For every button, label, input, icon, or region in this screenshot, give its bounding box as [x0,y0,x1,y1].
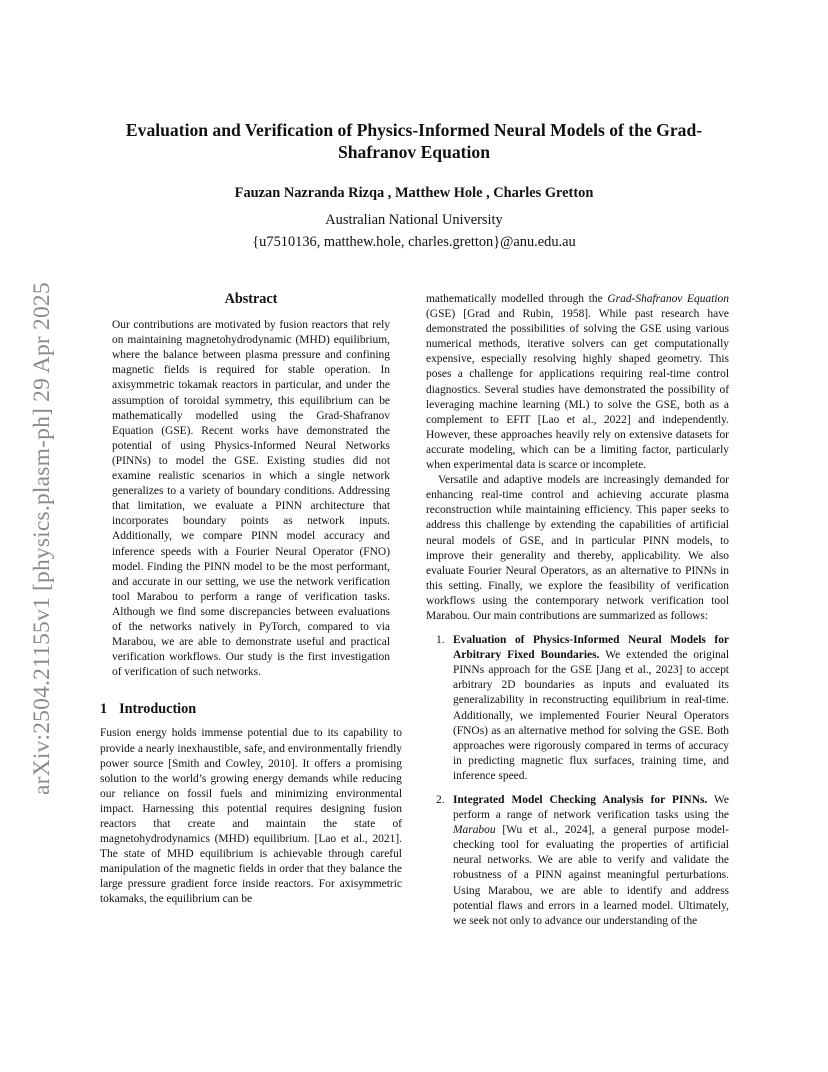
text-run: (GSE) [Grad and Rubin, 1958]. While past research have demonstrated the possibilities of solving the GSE using various numerical methods, iterative solvers can get computationally expensive, especially resolving highly shaped geometry. This poses a challenge for applications requiring real-time control diagnostics. Several studies have demonstrated the possibility of leveraging machine learning (ML) to solve the GSE, both as a complement to EFIT [Lao et al., 2022] and independently. However, these approaches heavily rely on extensive datasets for accurate modeling, which can be a limiting factor, particularly when experimental data is scarce or incomplete. [426,308,729,472]
abstract-heading: Abstract [224,291,278,307]
arxiv-sidebar-stamp: arXiv:2504.21155v1 [physics.plasm-ph] 29 Apr 2025 [29,282,55,796]
right-column [426,292,729,938]
affiliation-block [100,209,728,253]
list-number: 2. [436,794,445,806]
contributions-list [426,633,729,929]
list-item [426,793,729,929]
intro-paragraph-1: Fusion energy holds immense potential due to its capability to provide a nearly inexhaustible, safe, and environmentally friendly power source [Smith and Cowley, 2010]. It offers a promising solution to the world’s growing energy demands while reducing our reliance on fossil fuels and minimizing environmental impact. Harnessing this potential requires designing fusion reactors that create and maintain the state of magnetohydrodynamics (MHD) equilibrium. [Lao et al., 2021]. The state of MHD equilibrium is achievable through careful manipulation of the magnetic fields in order that they balance the large pressure gradient force inside reactors. For axisymmetric tokamaks, the equilibrium can be [100,727,402,906]
contribution-text: We extended the original PINNs approach for the GSE [Jang et al., 2023] to accept arbitrary 2D boundaries as inputs and evaluated its generalizability in reconstructing equilibrium in real-time. Additionally, we implemented Fourier Neural Operators (FNOs) as an alternative method for solving the GSE. Both approaches were rigorously compared in terms of accuracy in predicting magnetic flux surfaces, training time, and inference speed. [453,649,730,782]
text-run: mathematically modelled through the [426,293,608,305]
section-number: 1 [100,701,108,718]
list-number: 1. [436,634,445,647]
section-title: Introduction [119,701,197,718]
author-emails: {u7510136, matthew.hole, charles.gretton}@anu.edu.au [252,234,576,250]
paper-authors: Fauzan Nazranda Rizqa , Matthew Hole , Charles Gretton [234,185,594,201]
contribution-title: Integrated Model Checking Analysis for PINNs. [453,794,708,806]
contribution-text: [Wu et al., 2024], a general purpose model-checking tool for evaluating the properties of artificial neural networks. We are able to verify and validate the robustness of a PINN against meaningful perturbations. Using Marabou, we are able to identify and address potential flaws and errors in a learned model. Ultimately, we seek not only to advance our understanding of the [453,824,729,927]
abstract-text: Our contributions are motivated by fusion reactors that rely on maintaining magnetohydrodynamic (MHD) equilibrium, where the balance between plasma pressure and confining magnetic fields is required for stable operation. In axisymmetric tokamak reactors in particular, and under the assumption of toroidal symmetry, this equilibrium can be mathematically modelled using the Grad-Shafranov Equation (GSE). Recent works have demonstrated the potential of using Physics-Informed Neural Networks (PINNs) to model the GSE. Existing studies did not examine realistic scenarios in which a single network generalizes to a variety of boundary conditions. Addressing that limitation, we evaluate a PINN architecture that incorporates boundary points as network inputs. Additionally, we compare PINN model accuracy and inference speeds with a Fourier Neural Operator (FNO) model. Finding the PINN model to be the most performant, and accurate in our setting, we use the network verification tool Marabou to perform a range of verification tasks. Although we find some discrepancies between evaluations of the networks natively in PyTorch, compared to via Marabou, we are able to demonstrate useful and practical verification workflows. Our study is the first investigation of verification of such networks. [112,319,390,679]
affiliation: Australian National University [325,212,503,228]
left-column [100,292,402,908]
term-marabou: Marabou [453,824,496,837]
contribution-title: Evaluation of Physics-Informed Neural Models for Arbitrary Fixed Boundaries. [453,634,729,662]
term-gse: Grad-Shafranov Equation [607,293,729,305]
section-heading-introduction [100,702,402,717]
paper-title: Evaluation and Verification of Physics-Informed Neural Models of the Grad-Shafranov Equation [125,120,703,162]
intro-paragraph-2: Versatile and adaptive models are increasingly demanded for enhancing real-time control and achieving accurate plasma reconstruction while maintaining efficiency. This paper seeks to address this challenge by extending the capabilities of artificial neural models of GSE, and in particular PINN models, to improve their generality and thereby, applicability. We also evaluate Fourier Neural Operators, as an alternative to PINNs in this setting. Finally, we explore the feasibility of verification workflows using the contemporary network verification tool Marabou. Our main contributions are summarized as follows: [426,474,729,622]
intro-paragraph-1-continued [426,292,729,473]
contribution-text: We perform a range of network verification tasks using the [453,794,730,822]
list-item [426,633,729,784]
